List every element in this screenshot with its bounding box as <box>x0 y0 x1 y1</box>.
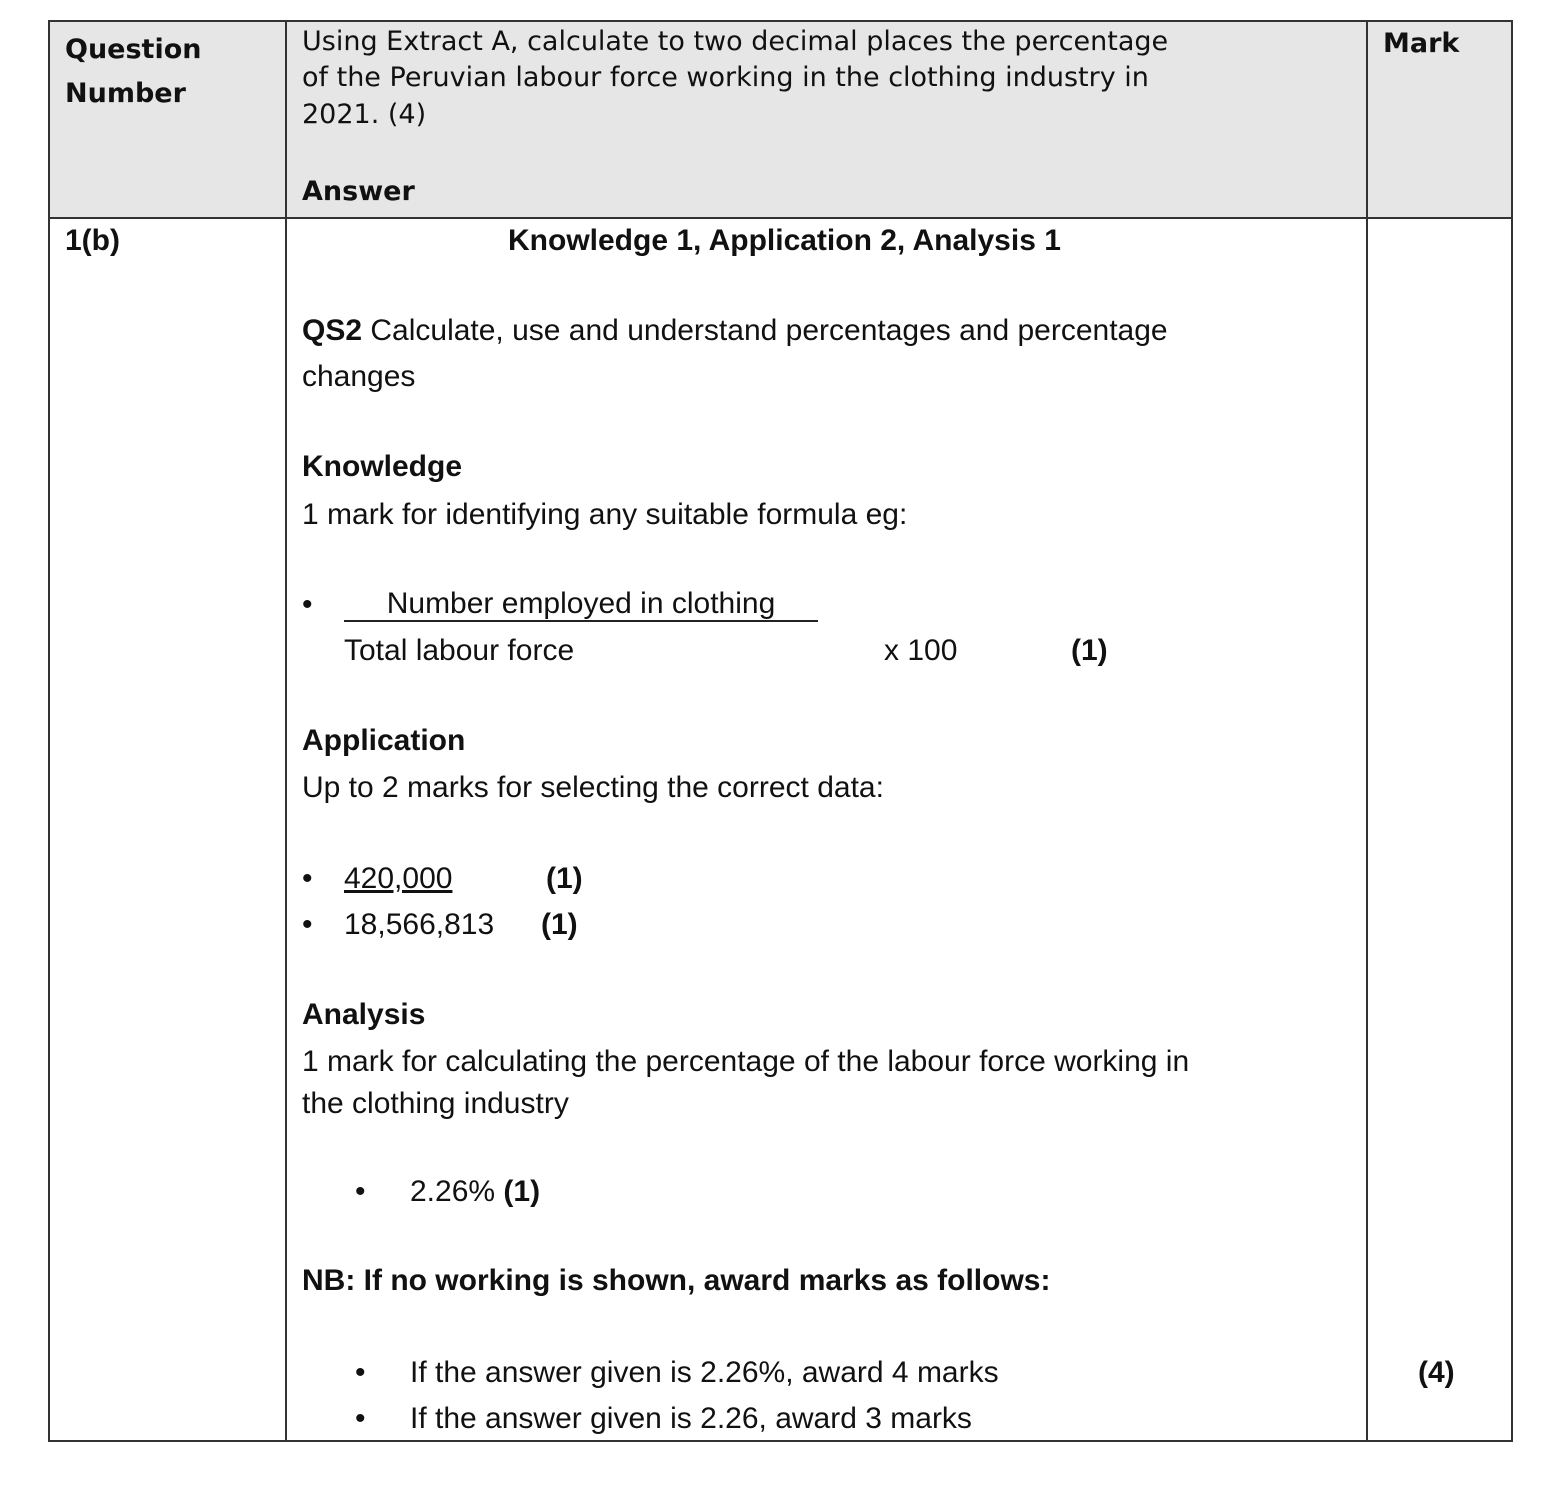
qs-text: Calculate, use and understand percentages and percentage <box>362 314 1168 347</box>
analysis-title: Analysis <box>302 998 426 1031</box>
analysis-mark: (1) <box>503 1175 541 1208</box>
nb-item: If the answer given is 2.26, award 3 marks <box>410 1402 972 1435</box>
nb-title: NB: If no working is shown, award marks as follows: <box>302 1264 1051 1297</box>
bullet-icon: • <box>302 588 313 621</box>
qs-line <box>302 314 1168 348</box>
application-desc: Up to 2 marks for selecting the correct data: <box>302 771 884 804</box>
column-divider <box>285 22 287 1440</box>
bullet-icon: • <box>355 1175 366 1208</box>
question-text-line: Using Extract A, calculate to two decimal places the percentage <box>302 26 1169 57</box>
nb-item: If the answer given is 2.26%, award 4 marks <box>410 1356 999 1389</box>
bullet-icon: • <box>355 1356 366 1389</box>
qs-code: QS2 <box>302 314 363 347</box>
question-number-header: Question Number <box>65 34 202 109</box>
knowledge-desc: 1 mark for identifying any suitable formula eg: <box>302 498 908 531</box>
application-value: • 420,000 <box>344 862 452 896</box>
question-text-line: 2021. (4) <box>302 99 427 130</box>
qs-line: changes <box>302 360 416 393</box>
formula-denominator: Total labour force <box>344 634 575 667</box>
column-divider <box>1366 22 1368 1440</box>
formula-multiplier: x 100 <box>884 634 958 667</box>
bullet-icon: • <box>355 1402 366 1435</box>
knowledge-mark: (1) <box>1071 634 1108 667</box>
answer-header: Answer <box>302 176 415 207</box>
mark-summary: Knowledge 1, Application 2, Analysis 1 <box>508 224 1061 257</box>
question-number: 1(b) <box>65 224 120 257</box>
total-mark: (4) <box>1418 1356 1455 1389</box>
result-value: 2.26% <box>410 1175 496 1208</box>
question-text-line: of the Peruvian labour force working in the clothing industry in <box>302 62 1149 93</box>
formula-numerator: Number employed in clothing <box>344 588 818 622</box>
application-value: • 18,566,813 <box>344 908 494 942</box>
knowledge-title: Knowledge <box>302 450 463 483</box>
mark-header: Mark <box>1383 28 1460 59</box>
application-title: Application <box>302 724 466 757</box>
application-mark: (1) <box>546 862 583 895</box>
application-mark: (1) <box>541 908 578 941</box>
analysis-desc: 1 mark for calculating the percentage of the labour force working in <box>302 1045 1190 1078</box>
analysis-desc: the clothing industry <box>302 1087 569 1120</box>
analysis-result <box>410 1175 540 1209</box>
